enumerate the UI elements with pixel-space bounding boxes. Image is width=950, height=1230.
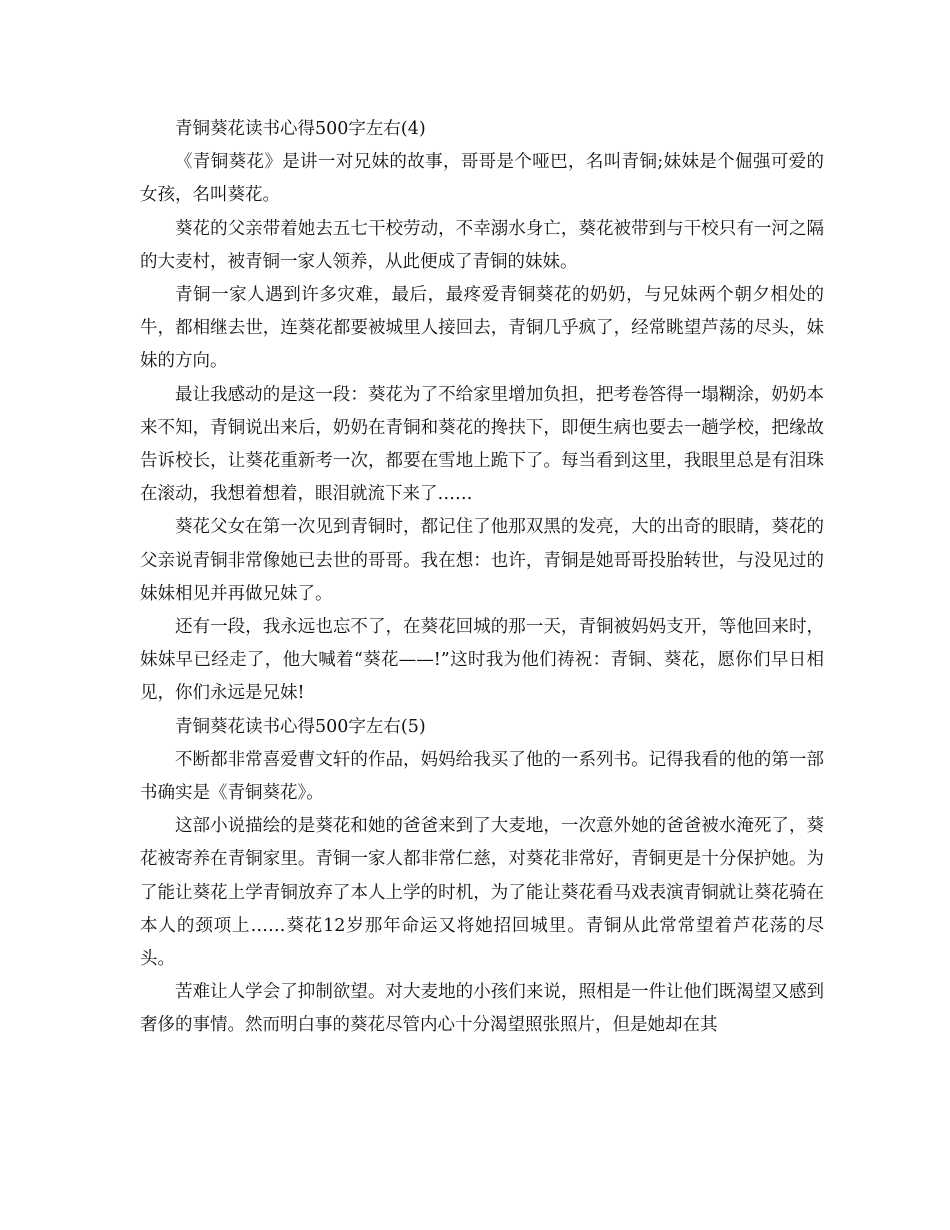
paragraph-moving-scene: 最让我感动的是这一段：葵花为了不给家里增加负担，把考卷答得一塌糊涂，奶奶本来不知，青铜说出来后，奶奶在青铜和葵花的搀扶下，即便生病也要去一趟学校，把缘故告诉校长，让葵花重新考一次，都要在雪地上跪下了。每当看到这里，我眼里总是有泪珠在滚动，我想着想着，眼泪就流下来了…… (140, 384, 824, 505)
section-heading-4: 青铜葵花读书心得500字左右(4) (175, 119, 426, 139)
paragraph-father: 葵花的父亲带着她去五七干校劳动，不幸溺水身亡，葵花被带到与干校只有一河之隔的大麦村，被青铜一家人领养，从此便成了青铜的妹妹。 (140, 218, 824, 272)
paragraph-eyes: 葵花父女在第一次见到青铜时，都记住了他那双黑的发亮，大的出奇的眼睛，葵花的父亲说青铜非常像她已去世的哥哥。我在想：也许，青铜是她哥哥投胎转世，与没见过的妹妹相见并再做兄妹了。 (140, 517, 824, 604)
document-body (140, 113, 824, 1043)
paragraph-hardship: 苦难让人学会了抑制欲望。对大麦地的小孩们来说，照相是一件让他们既渴望又感到奢侈的事情。然而明白事的葵花尽管内心十分渴望照张照片，但是她却在其 (140, 982, 824, 1036)
paragraph-disasters: 青铜一家人遇到许多灾难，最后，最疼爱青铜葵花的奶奶，与兄妹两个朝夕相处的牛，都相继去世，连葵花都要被城里人接回去，青铜几乎疯了，经常眺望芦荡的尽头，妹妹的方向。 (140, 285, 824, 372)
paragraph-summary: 这部小说描绘的是葵花和她的爸爸来到了大麦地，一次意外她的爸爸被水淹死了，葵花被寄养在青铜家里。青铜一家人都非常仁慈，对葵花非常好，青铜更是十分保护她。为了能让葵花上学青铜放弃了本人上学的时机，为了能让葵花看马戏表演青铜就让葵花骑在本人的颈项上……葵花12岁那年命运又将她招回城里。青铜从此常常望着芦花荡的尽头。 (140, 816, 824, 970)
section-heading-5: 青铜葵花读书心得500字左右(5) (175, 716, 426, 737)
paragraph-author: 不断都非常喜爱曹文轩的作品，妈妈给我买了他的一系列书。记得我看的他的第一部书确实是《青铜葵花》。 (140, 749, 824, 804)
paragraph-intro: 《青铜葵花》是讲一对兄妹的故事，哥哥是个哑巴，名叫青铜;妹妹是个倔强可爱的女孩，名叫葵花。 (140, 152, 824, 206)
paragraph-farewell: 还有一段，我永远也忘不了，在葵花回城的那一天，青铜被妈妈支开，等他回来时，妹妹早已经走了，他大喊着“葵花——!”这时我为他们祷祝：青铜、葵花，愿你们早日相见，你们永远是兄妹! (140, 617, 824, 704)
